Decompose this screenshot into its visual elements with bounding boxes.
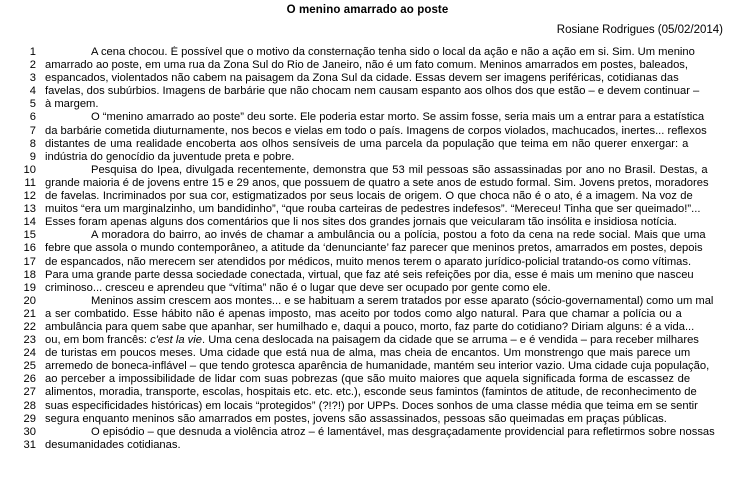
text-line (0, 98, 735, 111)
line-text: arremedo de boneca-inflável – que tendo grotesca aparência de humanidade, mantém seu interior vazio. Uma cidade cuja população, (45, 360, 710, 373)
line-text: Pesquisa do Ipea, divulgada recentemente, demonstra que 53 mil pessoas são assassinadas por ano no Brasil. Destas, a (91, 163, 708, 176)
line-number: 29 (23, 412, 36, 425)
text-line (0, 439, 735, 452)
text-line (0, 347, 735, 360)
line-number: 12 (23, 190, 36, 203)
line-text: Esses foram apenas alguns dos comentários que li nos sites dos grandes jornais que veicularam tão insólita e insidiosa notícia. (45, 216, 677, 229)
line-number: 21 (23, 307, 36, 320)
text-line (0, 85, 735, 98)
line-text: A cena chocou. É possível que o motivo da consternação tenha sido o local da ação e não a ação em si. Sim. Um menino (91, 46, 695, 58)
line-text: suas especificidades históricas) em locais “protegidos” (?!?!) por UPPs. Doces sonhos de uma classe média que teima em se sentir (45, 399, 698, 412)
text-line (0, 216, 735, 229)
line-number: 30 (23, 425, 36, 438)
text-line (0, 164, 735, 177)
text-line (0, 334, 735, 347)
text-line (0, 386, 735, 399)
line-number: 22 (23, 320, 36, 333)
text-line (0, 190, 735, 203)
line-number: 1 (29, 46, 36, 58)
text-line (0, 203, 735, 216)
text-line (0, 125, 735, 138)
line-number: 20 (23, 294, 36, 307)
line-number: 8 (29, 137, 36, 150)
line-number: 16 (23, 242, 36, 255)
line-number: 28 (23, 399, 36, 412)
text-line (0, 282, 735, 295)
text-line (0, 111, 735, 124)
line-text: alimentos, moradia, transporte, escolas, hospitais etc. etc. etc.), esconde seus famintos (famintos de atitude, de reconhecimento de (45, 386, 697, 399)
line-text: muitos “era um marginalzinho, um bandidinho”, “que rouba carteiras de pedestres indefesos”. “Mereceu! Tinha que ser queimado!”... (45, 203, 701, 216)
text-line (0, 426, 735, 439)
line-text: ao perceber a impossibilidade de lidar com suas pobrezas (que são muito maiores que aquela significada forma de escassez de (45, 373, 691, 386)
line-number: 26 (23, 373, 36, 386)
line-number: 6 (29, 111, 36, 124)
line-text: de espancados, não merecem ser atendidos por médicos, muito menos terem o aparato jurídico-policial tratando-os como vítimas. (45, 255, 692, 268)
line-text: Meninos assim crescem aos montes... e se habituam a serem tratados por esse aparato (sócio-governamental) como um mal (91, 294, 714, 307)
text-line (0, 269, 735, 282)
text-line (0, 177, 735, 190)
line-number: 19 (23, 281, 36, 294)
line-text: de favelas. Incriminados por sua cor, estigmatizados por seus locais de origem. O que choca não é o ato, é a imagem. Na voz de (45, 190, 693, 203)
text-line (0, 151, 735, 164)
line-number: 11 (24, 176, 36, 189)
line-text: A moradora do bairro, ao invés de chamar a ambulância ou a polícia, postou a foto da cena na rede social. Mais que uma (91, 229, 706, 242)
line-number: 18 (23, 268, 36, 281)
line-text: criminoso... cresceu e aprendeu que “vítima” não é o lugar que deve ser ocupado por gente como ele. (45, 281, 551, 294)
line-text: favelas, dos subúrbios. Imagens de barbárie que não chocam nem causam espanto aos olhos dos que estão – e devem continuar – (45, 85, 700, 98)
text-line (0, 72, 735, 85)
text-line (0, 242, 735, 255)
line-number: 2 (29, 59, 36, 72)
line-text: amarrado ao poste, em uma rua da Zona Sul do Rio de Janeiro, não é um fato comum. Meninos amarrados em postes, baleados, (45, 59, 689, 72)
line-text: desumanidades cotidianas. (45, 438, 181, 451)
line-number: 4 (29, 85, 36, 98)
text-line (0, 256, 735, 269)
line-text: O episódio – que desnuda a violência atroz – é lamentável, mas desgraçadamente providencial para refletirmos sobre nossas (91, 425, 715, 438)
line-number: 25 (23, 360, 36, 373)
line-number: 23 (23, 334, 36, 347)
text-line (0, 360, 735, 373)
text-line (0, 295, 735, 308)
line-number: 5 (29, 98, 36, 111)
line-text: indústria do genocídio da juventude preta e pobre. (45, 150, 295, 163)
line-text: espancados, violentados não cabem na paisagem da Zona Sul da cidade. Essas devem ser imagens periféricas, cotidianas das (45, 72, 679, 85)
text-line (0, 308, 735, 321)
line-number: 10 (23, 163, 36, 176)
text-line (0, 400, 735, 413)
line-text: febre que assola o mundo contemporâneo, a atitude da ‘denunciante’ faz parecer que meninos pretos, amarrados em postes, depois (45, 242, 703, 255)
line-text: O “menino amarrado ao poste” deu sorte. Ele poderia estar morto. Se assim fosse, seria mais um a entrar para a estatística (91, 111, 705, 124)
author-byline: Rosiane Rodrigues (05/02/2014) (556, 24, 723, 36)
line-number: 15 (23, 229, 36, 242)
line-number: 13 (23, 203, 36, 216)
line-text: grande maioria é de jovens entre 15 e 29 anos, que possuem de quatro a sete anos de estudo formal. Sim. Jovens pretos, moradores (45, 176, 709, 189)
text-line (0, 413, 735, 426)
text-line (0, 59, 735, 72)
line-text: da barbárie cometida diuturnamente, nos becos e vielas em todo o país. Imagens de corpos violados, machucados, inertes... reflexos (45, 124, 707, 137)
article-body (0, 37, 735, 452)
text-line (0, 373, 735, 386)
text-line (0, 229, 735, 242)
line-text: ou, em bom francês: c'est la vie. Uma cena deslocada na paisagem da cidade que se arruma – e é vendida – para receber milhares (45, 334, 699, 347)
text-line (0, 138, 735, 151)
line-text: à margem. (45, 98, 99, 111)
line-number: 3 (29, 72, 36, 85)
page-title: O menino amarrado ao poste (286, 4, 449, 16)
line-text: distantes de uma realidade encoberta aos olhos sensíveis de uma parcela da população que teima em não querer enxergar: a (45, 137, 689, 150)
line-number: 17 (23, 255, 36, 268)
text-line (0, 321, 735, 334)
line-text: ambulância para quem sabe que apanhar, ser humilhado e, daqui a pouco, morto, faz parte do cotidiano? Diriam alguns: é a vida... (45, 320, 695, 333)
line-number: 14 (23, 216, 36, 229)
line-text: segura enquanto meninos são amarrados em postes, jovens são assassinados, pessoas são queimadas em praças públicas. (45, 412, 667, 425)
line-number: 7 (29, 124, 36, 137)
line-number: 24 (23, 347, 36, 360)
line-number: 27 (23, 386, 36, 399)
text-line (0, 46, 735, 59)
line-text: Para uma grande parte dessa sociedade conectada, virtual, que faz até seis refeições por dia, esse é mais um menino que nasceu (45, 268, 694, 281)
line-number: 31 (23, 438, 36, 451)
line-number: 9 (29, 150, 36, 163)
line-text: a ser combatido. Esse hábito não é apenas imposto, mas aceito por todos como algo natural. Para que chamar a polícia ou a (45, 307, 682, 320)
line-text: de turistas em poucos meses. Uma cidade que está nua de alma, mas cheia de encantos. Um monstrengo que mais parece um (45, 347, 691, 360)
